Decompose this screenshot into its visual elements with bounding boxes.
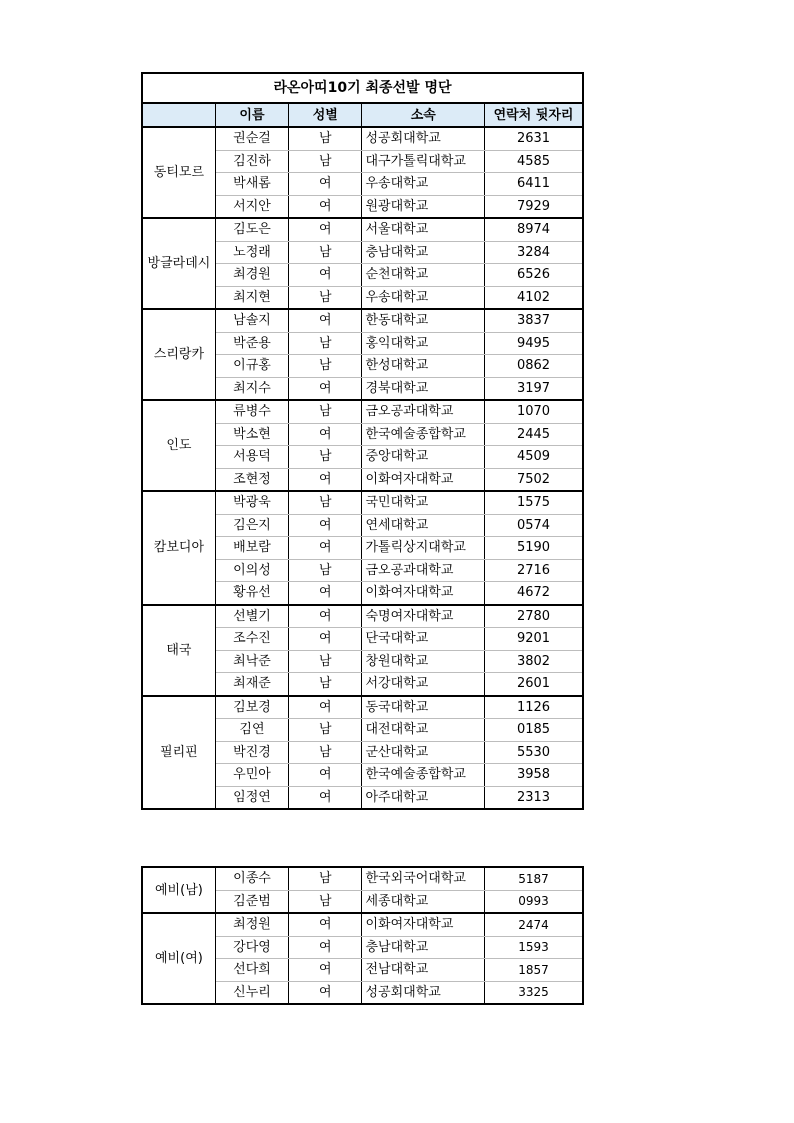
- header-name: 이름: [215, 103, 288, 127]
- member-phone: 1575: [485, 491, 583, 514]
- member-school: 아주대학교: [362, 786, 485, 809]
- member-phone: 3837: [485, 309, 583, 332]
- member-name: 배보람: [215, 537, 288, 560]
- member-school: 금오공과대학교: [362, 559, 485, 582]
- group-label: 동티모르: [142, 127, 215, 218]
- member-name: 박준용: [215, 332, 288, 355]
- member-phone: 4672: [485, 582, 583, 605]
- member-school: 가톨릭상지대학교: [362, 537, 485, 560]
- member-phone: 1070: [485, 400, 583, 423]
- member-gender: 여: [289, 605, 362, 628]
- member-name: 황유선: [215, 582, 288, 605]
- member-phone: 6526: [485, 264, 583, 287]
- member-name: 김준범: [215, 890, 288, 913]
- member-school: 서울대학교: [362, 218, 485, 241]
- header-gender: 성별: [289, 103, 362, 127]
- member-phone: 9495: [485, 332, 583, 355]
- table-row: [142, 218, 583, 241]
- member-phone: 0574: [485, 514, 583, 537]
- selection-table: [141, 72, 584, 810]
- group-label: 캄보디아: [142, 491, 215, 605]
- member-gender: 남: [289, 741, 362, 764]
- member-name: 최낙준: [215, 650, 288, 673]
- reserve-table: [141, 866, 584, 1005]
- member-name: 남솔지: [215, 309, 288, 332]
- member-gender: 여: [289, 786, 362, 809]
- member-school: 원광대학교: [362, 195, 485, 218]
- member-name: 최지현: [215, 286, 288, 309]
- member-gender: 남: [289, 719, 362, 742]
- member-gender: 여: [289, 514, 362, 537]
- member-school: 충남대학교: [362, 936, 485, 959]
- member-gender: 여: [289, 981, 362, 1004]
- member-name: 신누리: [215, 981, 288, 1004]
- member-gender: 여: [289, 537, 362, 560]
- member-phone: 7929: [485, 195, 583, 218]
- member-school: 이화여자대학교: [362, 582, 485, 605]
- member-name: 이종수: [215, 867, 288, 890]
- member-gender: 여: [289, 582, 362, 605]
- member-school: 한성대학교: [362, 355, 485, 378]
- member-gender: 여: [289, 764, 362, 787]
- member-name: 선별기: [215, 605, 288, 628]
- member-phone: 2780: [485, 605, 583, 628]
- group-label: 인도: [142, 400, 215, 491]
- member-school: 충남대학교: [362, 241, 485, 264]
- member-school: 우송대학교: [362, 286, 485, 309]
- member-gender: 여: [289, 628, 362, 651]
- member-gender: 남: [289, 559, 362, 582]
- member-phone: 4509: [485, 446, 583, 469]
- member-gender: 남: [289, 446, 362, 469]
- member-name: 강다영: [215, 936, 288, 959]
- member-school: 창원대학교: [362, 650, 485, 673]
- member-phone: 1126: [485, 696, 583, 719]
- table-row: [142, 400, 583, 423]
- member-school: 연세대학교: [362, 514, 485, 537]
- member-school: 서강대학교: [362, 673, 485, 696]
- member-name: 이의성: [215, 559, 288, 582]
- member-gender: 여: [289, 264, 362, 287]
- member-phone: 2631: [485, 127, 583, 150]
- member-phone: 0185: [485, 719, 583, 742]
- group-label: 예비(여): [142, 913, 215, 1004]
- member-name: 박새롬: [215, 173, 288, 196]
- member-name: 최정원: [215, 913, 288, 936]
- member-school: 세종대학교: [362, 890, 485, 913]
- member-school: 한국예술종합학교: [362, 423, 485, 446]
- member-phone: 1593: [485, 936, 583, 959]
- member-school: 이화여자대학교: [362, 468, 485, 491]
- member-name: 서용덕: [215, 446, 288, 469]
- member-phone: 4585: [485, 150, 583, 173]
- member-name: 류병수: [215, 400, 288, 423]
- member-phone: 2445: [485, 423, 583, 446]
- header-phone: 연락처 뒷자리: [485, 103, 583, 127]
- member-name: 김은지: [215, 514, 288, 537]
- member-school: 한동대학교: [362, 309, 485, 332]
- member-gender: 남: [289, 890, 362, 913]
- member-name: 권순걸: [215, 127, 288, 150]
- member-phone: 1857: [485, 959, 583, 982]
- member-school: 한국예술종합학교: [362, 764, 485, 787]
- member-gender: 여: [289, 173, 362, 196]
- member-gender: 여: [289, 696, 362, 719]
- member-name: 조수진: [215, 628, 288, 651]
- member-phone: 4102: [485, 286, 583, 309]
- member-phone: 5187: [485, 867, 583, 890]
- member-phone: 2474: [485, 913, 583, 936]
- member-gender: 남: [289, 286, 362, 309]
- table-row: [142, 605, 583, 628]
- member-name: 박광욱: [215, 491, 288, 514]
- member-phone: 8974: [485, 218, 583, 241]
- member-name: 조현정: [215, 468, 288, 491]
- member-name: 노정래: [215, 241, 288, 264]
- member-school: 전남대학교: [362, 959, 485, 982]
- member-name: 최경원: [215, 264, 288, 287]
- table-row: [142, 696, 583, 719]
- member-phone: 6411: [485, 173, 583, 196]
- member-gender: 여: [289, 423, 362, 446]
- table-row: [142, 309, 583, 332]
- member-gender: 여: [289, 195, 362, 218]
- member-gender: 남: [289, 400, 362, 423]
- member-gender: 여: [289, 913, 362, 936]
- member-phone: 5530: [485, 741, 583, 764]
- group-label: 스리랑카: [142, 309, 215, 400]
- header-blank: [142, 103, 215, 127]
- member-phone: 0862: [485, 355, 583, 378]
- member-name: 김도은: [215, 218, 288, 241]
- member-gender: 여: [289, 468, 362, 491]
- member-gender: 남: [289, 332, 362, 355]
- member-name: 서지안: [215, 195, 288, 218]
- member-school: 국민대학교: [362, 491, 485, 514]
- member-phone: 3197: [485, 377, 583, 400]
- member-name: 김진하: [215, 150, 288, 173]
- group-label: 예비(남): [142, 867, 215, 913]
- member-school: 금오공과대학교: [362, 400, 485, 423]
- member-school: 이화여자대학교: [362, 913, 485, 936]
- member-gender: 남: [289, 867, 362, 890]
- member-gender: 여: [289, 959, 362, 982]
- member-gender: 남: [289, 150, 362, 173]
- group-label: 방글라데시: [142, 218, 215, 309]
- member-phone: 9201: [485, 628, 583, 651]
- member-phone: 0993: [485, 890, 583, 913]
- member-gender: 남: [289, 241, 362, 264]
- member-name: 박소현: [215, 423, 288, 446]
- member-gender: 남: [289, 673, 362, 696]
- member-gender: 여: [289, 218, 362, 241]
- table-row: [142, 913, 583, 936]
- member-name: 이규홍: [215, 355, 288, 378]
- member-school: 대구가톨릭대학교: [362, 150, 485, 173]
- table-row: [142, 491, 583, 514]
- member-school: 중앙대학교: [362, 446, 485, 469]
- member-gender: 여: [289, 936, 362, 959]
- member-school: 숙명여자대학교: [362, 605, 485, 628]
- table-row: [142, 867, 583, 890]
- member-phone: 2716: [485, 559, 583, 582]
- member-gender: 남: [289, 650, 362, 673]
- member-name: 박진경: [215, 741, 288, 764]
- member-phone: 3802: [485, 650, 583, 673]
- member-school: 성공회대학교: [362, 127, 485, 150]
- member-phone: 7502: [485, 468, 583, 491]
- member-name: 임정연: [215, 786, 288, 809]
- member-name: 우민아: [215, 764, 288, 787]
- table-row: [142, 127, 583, 150]
- member-name: 김연: [215, 719, 288, 742]
- member-phone: 2313: [485, 786, 583, 809]
- member-phone: 3958: [485, 764, 583, 787]
- table-title: 라온아띠10기 최종선발 명단: [142, 73, 583, 103]
- member-phone: 5190: [485, 537, 583, 560]
- member-school: 성공회대학교: [362, 981, 485, 1004]
- member-school: 동국대학교: [362, 696, 485, 719]
- member-school: 경북대학교: [362, 377, 485, 400]
- member-gender: 여: [289, 377, 362, 400]
- member-gender: 남: [289, 127, 362, 150]
- member-name: 김보경: [215, 696, 288, 719]
- member-name: 최재준: [215, 673, 288, 696]
- member-school: 대전대학교: [362, 719, 485, 742]
- member-name: 최지수: [215, 377, 288, 400]
- member-name: 선다희: [215, 959, 288, 982]
- member-gender: 남: [289, 491, 362, 514]
- member-gender: 여: [289, 309, 362, 332]
- member-gender: 남: [289, 355, 362, 378]
- member-phone: 3284: [485, 241, 583, 264]
- header-school: 소속: [362, 103, 485, 127]
- member-school: 한국외국어대학교: [362, 867, 485, 890]
- member-school: 홍익대학교: [362, 332, 485, 355]
- member-school: 단국대학교: [362, 628, 485, 651]
- group-label: 태국: [142, 605, 215, 696]
- member-school: 우송대학교: [362, 173, 485, 196]
- member-school: 순천대학교: [362, 264, 485, 287]
- member-school: 군산대학교: [362, 741, 485, 764]
- member-phone: 3325: [485, 981, 583, 1004]
- group-label: 필리핀: [142, 696, 215, 810]
- member-phone: 2601: [485, 673, 583, 696]
